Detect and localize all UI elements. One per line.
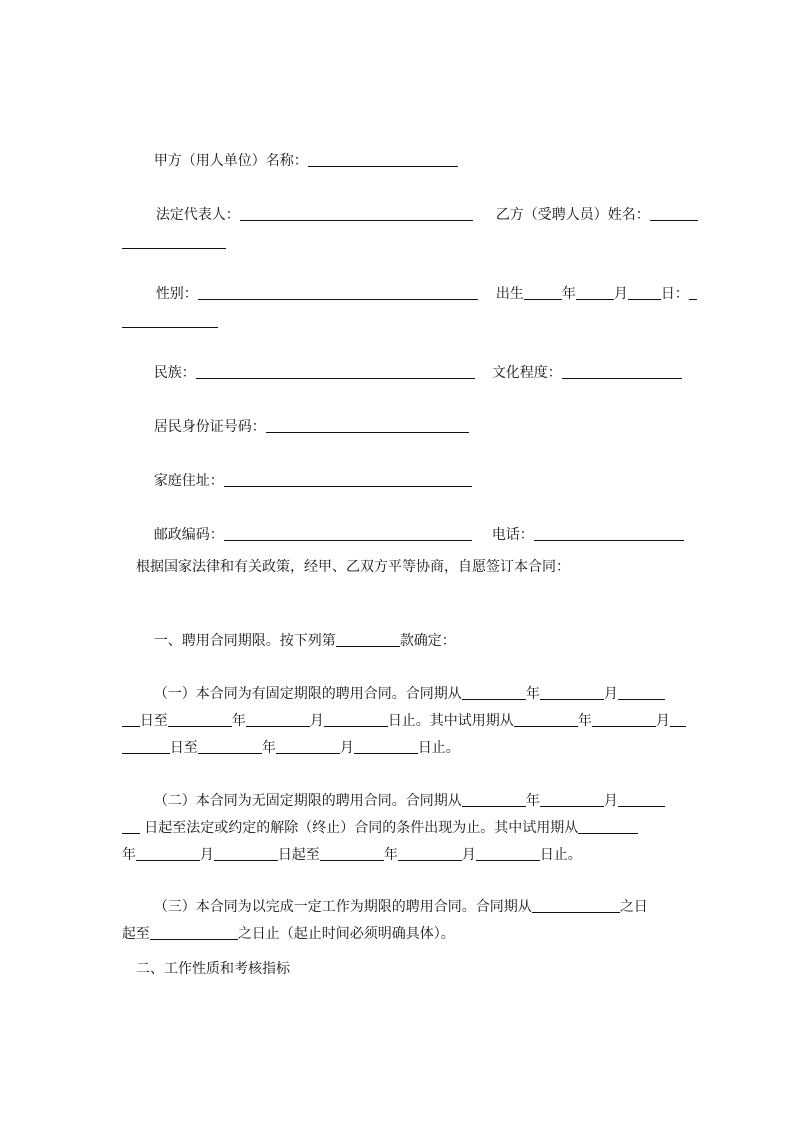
birth-month-label: 月 xyxy=(613,286,628,302)
birth-month-blank[interactable] xyxy=(576,285,614,300)
c3-end-text: 之日止（起止时间必须明确具体）。 xyxy=(237,926,455,942)
intro-text: 根据国家法律和有关政策，经甲、乙双方平等协商，自愿签订本合同： xyxy=(136,559,570,575)
section1-head-text: 一、聘用合同期限。按下列第 xyxy=(153,633,336,649)
birth-extra-blank-cont[interactable] xyxy=(122,313,218,328)
c1-year-label: 年 xyxy=(525,686,540,702)
c1-trial-month-blank[interactable] xyxy=(592,712,656,727)
c3-end-blank[interactable] xyxy=(150,925,238,940)
section1-clause-blank[interactable] xyxy=(336,632,400,647)
c1-trial-end-year-label: 年 xyxy=(261,740,276,756)
c1-month-label: 月 xyxy=(603,686,618,702)
party-b-name-blank-cont[interactable] xyxy=(122,234,226,249)
c3-of-day-label: 之日 xyxy=(619,899,648,915)
c2-trial-year-blank[interactable] xyxy=(578,819,638,834)
address-row xyxy=(136,451,472,511)
ethnicity-blank[interactable] xyxy=(196,364,475,379)
c3-to-label: 起至 xyxy=(121,926,150,942)
party-b-row xyxy=(478,185,698,245)
gender-label: 性别： xyxy=(155,286,198,302)
c2-trial-year-label: 年 xyxy=(121,847,136,863)
party-a-row xyxy=(136,131,458,191)
birth-row xyxy=(478,264,697,324)
c1-trial-end-year-blank[interactable] xyxy=(198,739,262,754)
postcode-row xyxy=(136,505,472,565)
clause3-text: （三）本合同为以完成一定工作为期限的聘用合同。合同期从 xyxy=(153,899,532,915)
c1-trial-end-day-blank[interactable] xyxy=(354,739,418,754)
c2-trial-end-month-label: 月 xyxy=(461,847,476,863)
education-blank[interactable] xyxy=(562,364,682,379)
legal-rep-label: 法定代表人： xyxy=(155,207,240,223)
c2-trial-month-label: 月 xyxy=(199,847,214,863)
section2-heading: 二、工作性质和考核指标 xyxy=(136,961,290,977)
party-a-name-blank[interactable] xyxy=(308,152,458,167)
party-b-name-blank[interactable] xyxy=(650,206,698,221)
ethnicity-row xyxy=(136,343,475,403)
c2-trial-end-year-blank[interactable] xyxy=(320,846,384,861)
phone-row xyxy=(474,505,684,565)
c2-trial-day-blank[interactable] xyxy=(214,846,278,861)
c1-trial-day-blank-cont[interactable] xyxy=(122,739,170,754)
education-label: 文化程度： xyxy=(491,365,562,381)
c1-trial-month-label: 月 xyxy=(655,713,670,729)
c1-trial-end-month-label: 月 xyxy=(339,740,354,756)
address-blank[interactable] xyxy=(224,472,472,487)
c1-trial-day-blank[interactable] xyxy=(670,712,686,727)
c1-day-to-label: 日至 xyxy=(139,713,168,729)
c2-trial-end-day-blank[interactable] xyxy=(476,846,540,861)
birth-label: 出生 xyxy=(495,286,524,302)
section1-heading xyxy=(136,611,456,671)
clause2-line3 xyxy=(104,825,582,885)
id-number-blank[interactable] xyxy=(266,418,469,433)
birth-year-label: 年 xyxy=(561,286,576,302)
c1-trial-end-month-blank[interactable] xyxy=(276,739,340,754)
clause1-text: （一）本合同为有固定期限的聘用合同。合同期从 xyxy=(153,686,462,702)
phone-label: 电话： xyxy=(491,527,534,543)
ethnicity-label: 民族： xyxy=(153,365,196,381)
birth-day-label: 日： xyxy=(660,286,689,302)
c1-end-year-label: 年 xyxy=(231,713,246,729)
id-label: 居民身份证号码： xyxy=(153,419,266,435)
c2-trial-end-month-blank[interactable] xyxy=(398,846,462,861)
id-row xyxy=(136,397,469,457)
gender-blank[interactable] xyxy=(198,285,478,300)
c2-trial-month-blank[interactable] xyxy=(136,846,200,861)
c2-start-label: 日起至 xyxy=(277,847,320,863)
c2-trial-end-year-label: 年 xyxy=(383,847,398,863)
education-row xyxy=(474,343,682,403)
birth-day-blank[interactable] xyxy=(628,285,661,300)
postcode-label: 邮政编码： xyxy=(153,527,224,543)
clause2-condition-text: 日起至法定或约定的解除（终止）合同的条件出现为止。其中试用期从 xyxy=(144,820,579,836)
address-label: 家庭住址： xyxy=(153,473,224,489)
c1-stop-label: 日止。 xyxy=(417,740,460,756)
clause1-line3 xyxy=(104,718,460,778)
c2-stop-label: 日止。 xyxy=(539,847,582,863)
clause2-text: （二）本合同为无固定期限的聘用合同。合同期从 xyxy=(153,793,462,809)
party-a-label: 甲方（用人单位）名称： xyxy=(153,153,308,169)
legal-rep-blank[interactable] xyxy=(240,206,473,221)
party-b-label: 乙方（受聘人员）姓名： xyxy=(495,207,650,223)
postcode-blank[interactable] xyxy=(224,526,472,541)
birth-extra-blank[interactable] xyxy=(689,285,697,300)
c1-day-to-label-2: 日至 xyxy=(169,740,198,756)
c1-trial-year-blank[interactable] xyxy=(514,712,578,727)
c1-stop-trial-label: 日止。其中试用期从 xyxy=(387,713,514,729)
c2-month-label: 月 xyxy=(603,793,618,809)
clause3-line2 xyxy=(104,904,455,964)
c1-trial-year-label: 年 xyxy=(577,713,592,729)
birth-year-blank[interactable] xyxy=(524,285,562,300)
c1-end-month-label: 月 xyxy=(309,713,324,729)
c3-start-blank[interactable] xyxy=(532,898,620,913)
section1-tail-text: 款确定： xyxy=(399,633,456,649)
c2-year-label: 年 xyxy=(525,793,540,809)
phone-blank[interactable] xyxy=(534,526,684,541)
